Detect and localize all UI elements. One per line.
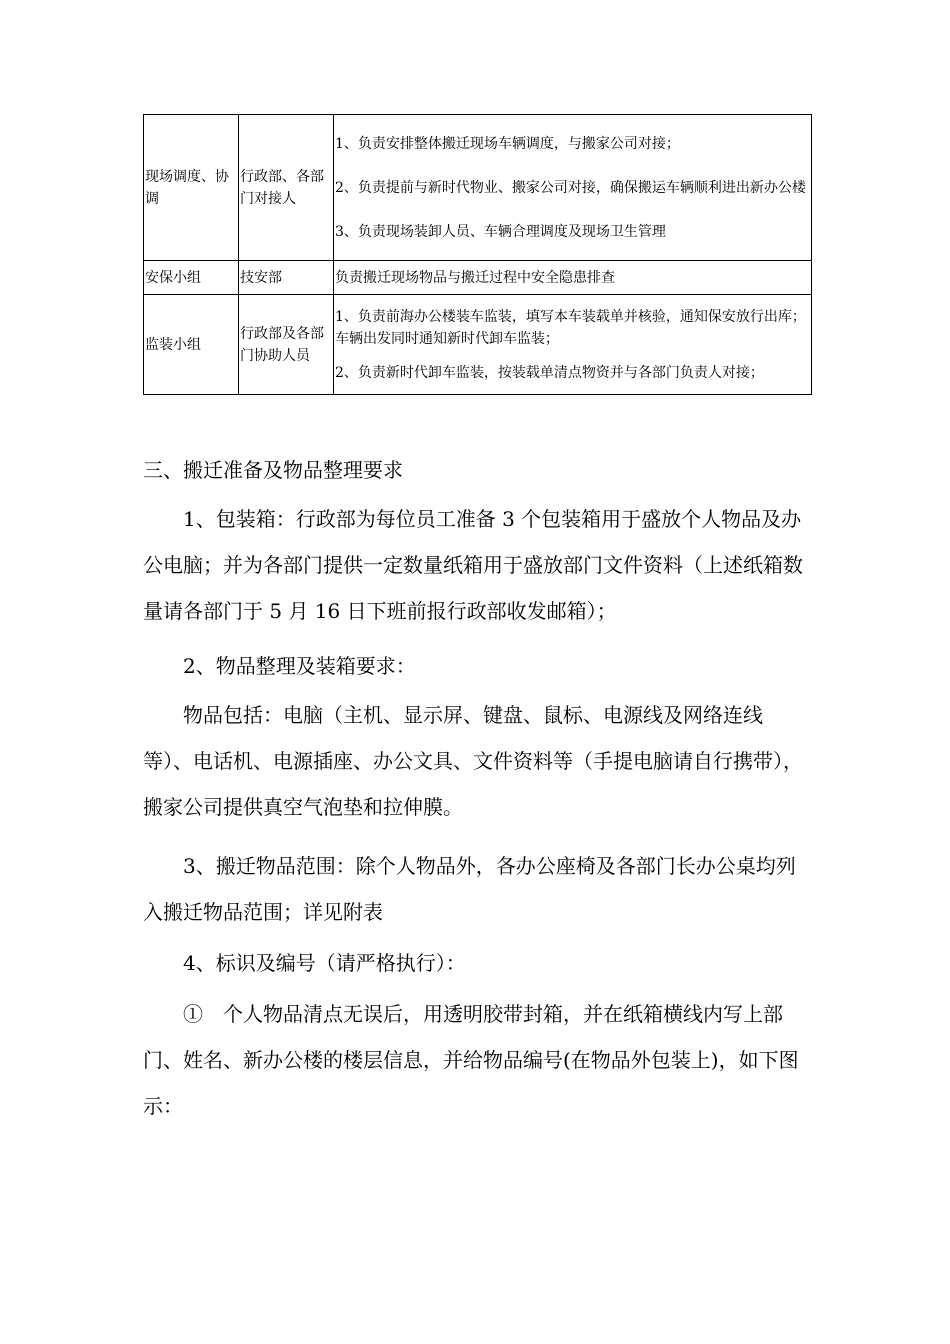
tasks-cell (334, 295, 812, 395)
task-line: 2、负责提前与新时代物业、搬家公司对接，确保搬运车辆顺利进出新办公楼 (335, 179, 806, 196)
department-cell: 技安部 (239, 261, 334, 295)
table-row (144, 295, 812, 395)
task-line: 1、负责前海办公楼装车监装，填写本车装载单并核验，通知保安放行出库；车辆出发同时通知新时代卸车监装； (335, 308, 806, 347)
paragraph-packing-requirements: 2、物品整理及装箱要求： (183, 654, 416, 678)
paragraph-labeling: 4、标识及编号（请严格执行）： (183, 951, 466, 975)
task-line: 1、负责安排整体搬迁现场车辆调度，与搬家公司对接； (335, 135, 680, 152)
role-cell: 监装小组 (144, 295, 239, 395)
section-heading: 三、搬迁准备及物品整理要求 (143, 458, 403, 482)
paragraph-packing-boxes: 1、包装箱：行政部为每位员工准备 3 个包装箱用于盛放个人物品及办公电脑；并为各部门提供一定数量纸箱用于盛放部门文件资料（上述纸箱数量请各部门于 5 月 16 日下班前报行政部收发邮箱）； (143, 507, 803, 623)
department-cell: 行政部及各部门协助人员 (239, 295, 334, 395)
paragraph-moving-scope: 3、搬迁物品范围：除个人物品外，各办公座椅及各部门长办公桌均列入搬迁物品范围；详见附表 (143, 854, 796, 924)
role-cell: 现场调度、协调 (144, 115, 239, 261)
tasks-cell (334, 261, 812, 295)
responsibility-table (143, 114, 812, 395)
tasks-cell (334, 115, 812, 261)
role-cell: 安保小组 (144, 261, 239, 295)
task-line: 3、负责现场装卸人员、车辆合理调度及现场卫生管理 (335, 223, 666, 240)
department-cell: 行政部、各部门对接人 (239, 115, 334, 261)
task-line: 2、负责新时代卸车监装，按装载单清点物资并与各部门负责人对接； (335, 364, 764, 381)
paragraph-items-list: 物品包括：电脑（主机、显示屏、键盘、鼠标、电源线及网络连线等）、电话机、电源插座、办公文具、文件资料等（手提电脑请自行携带），搬家公司提供真空气泡垫和拉伸膜。 (143, 703, 803, 819)
table-row (144, 115, 812, 261)
table-row (144, 261, 812, 295)
paragraph-personal-items: ① 个人物品清点无误后，用透明胶带封箱，并在纸箱横线内写上部门、姓名、新办公楼的楼层信息，并给物品编号(在物品外包装上)，如下图示： (143, 1002, 799, 1118)
task-line: 负责搬迁现场物品与搬迁过程中安全隐患排查 (335, 269, 615, 286)
